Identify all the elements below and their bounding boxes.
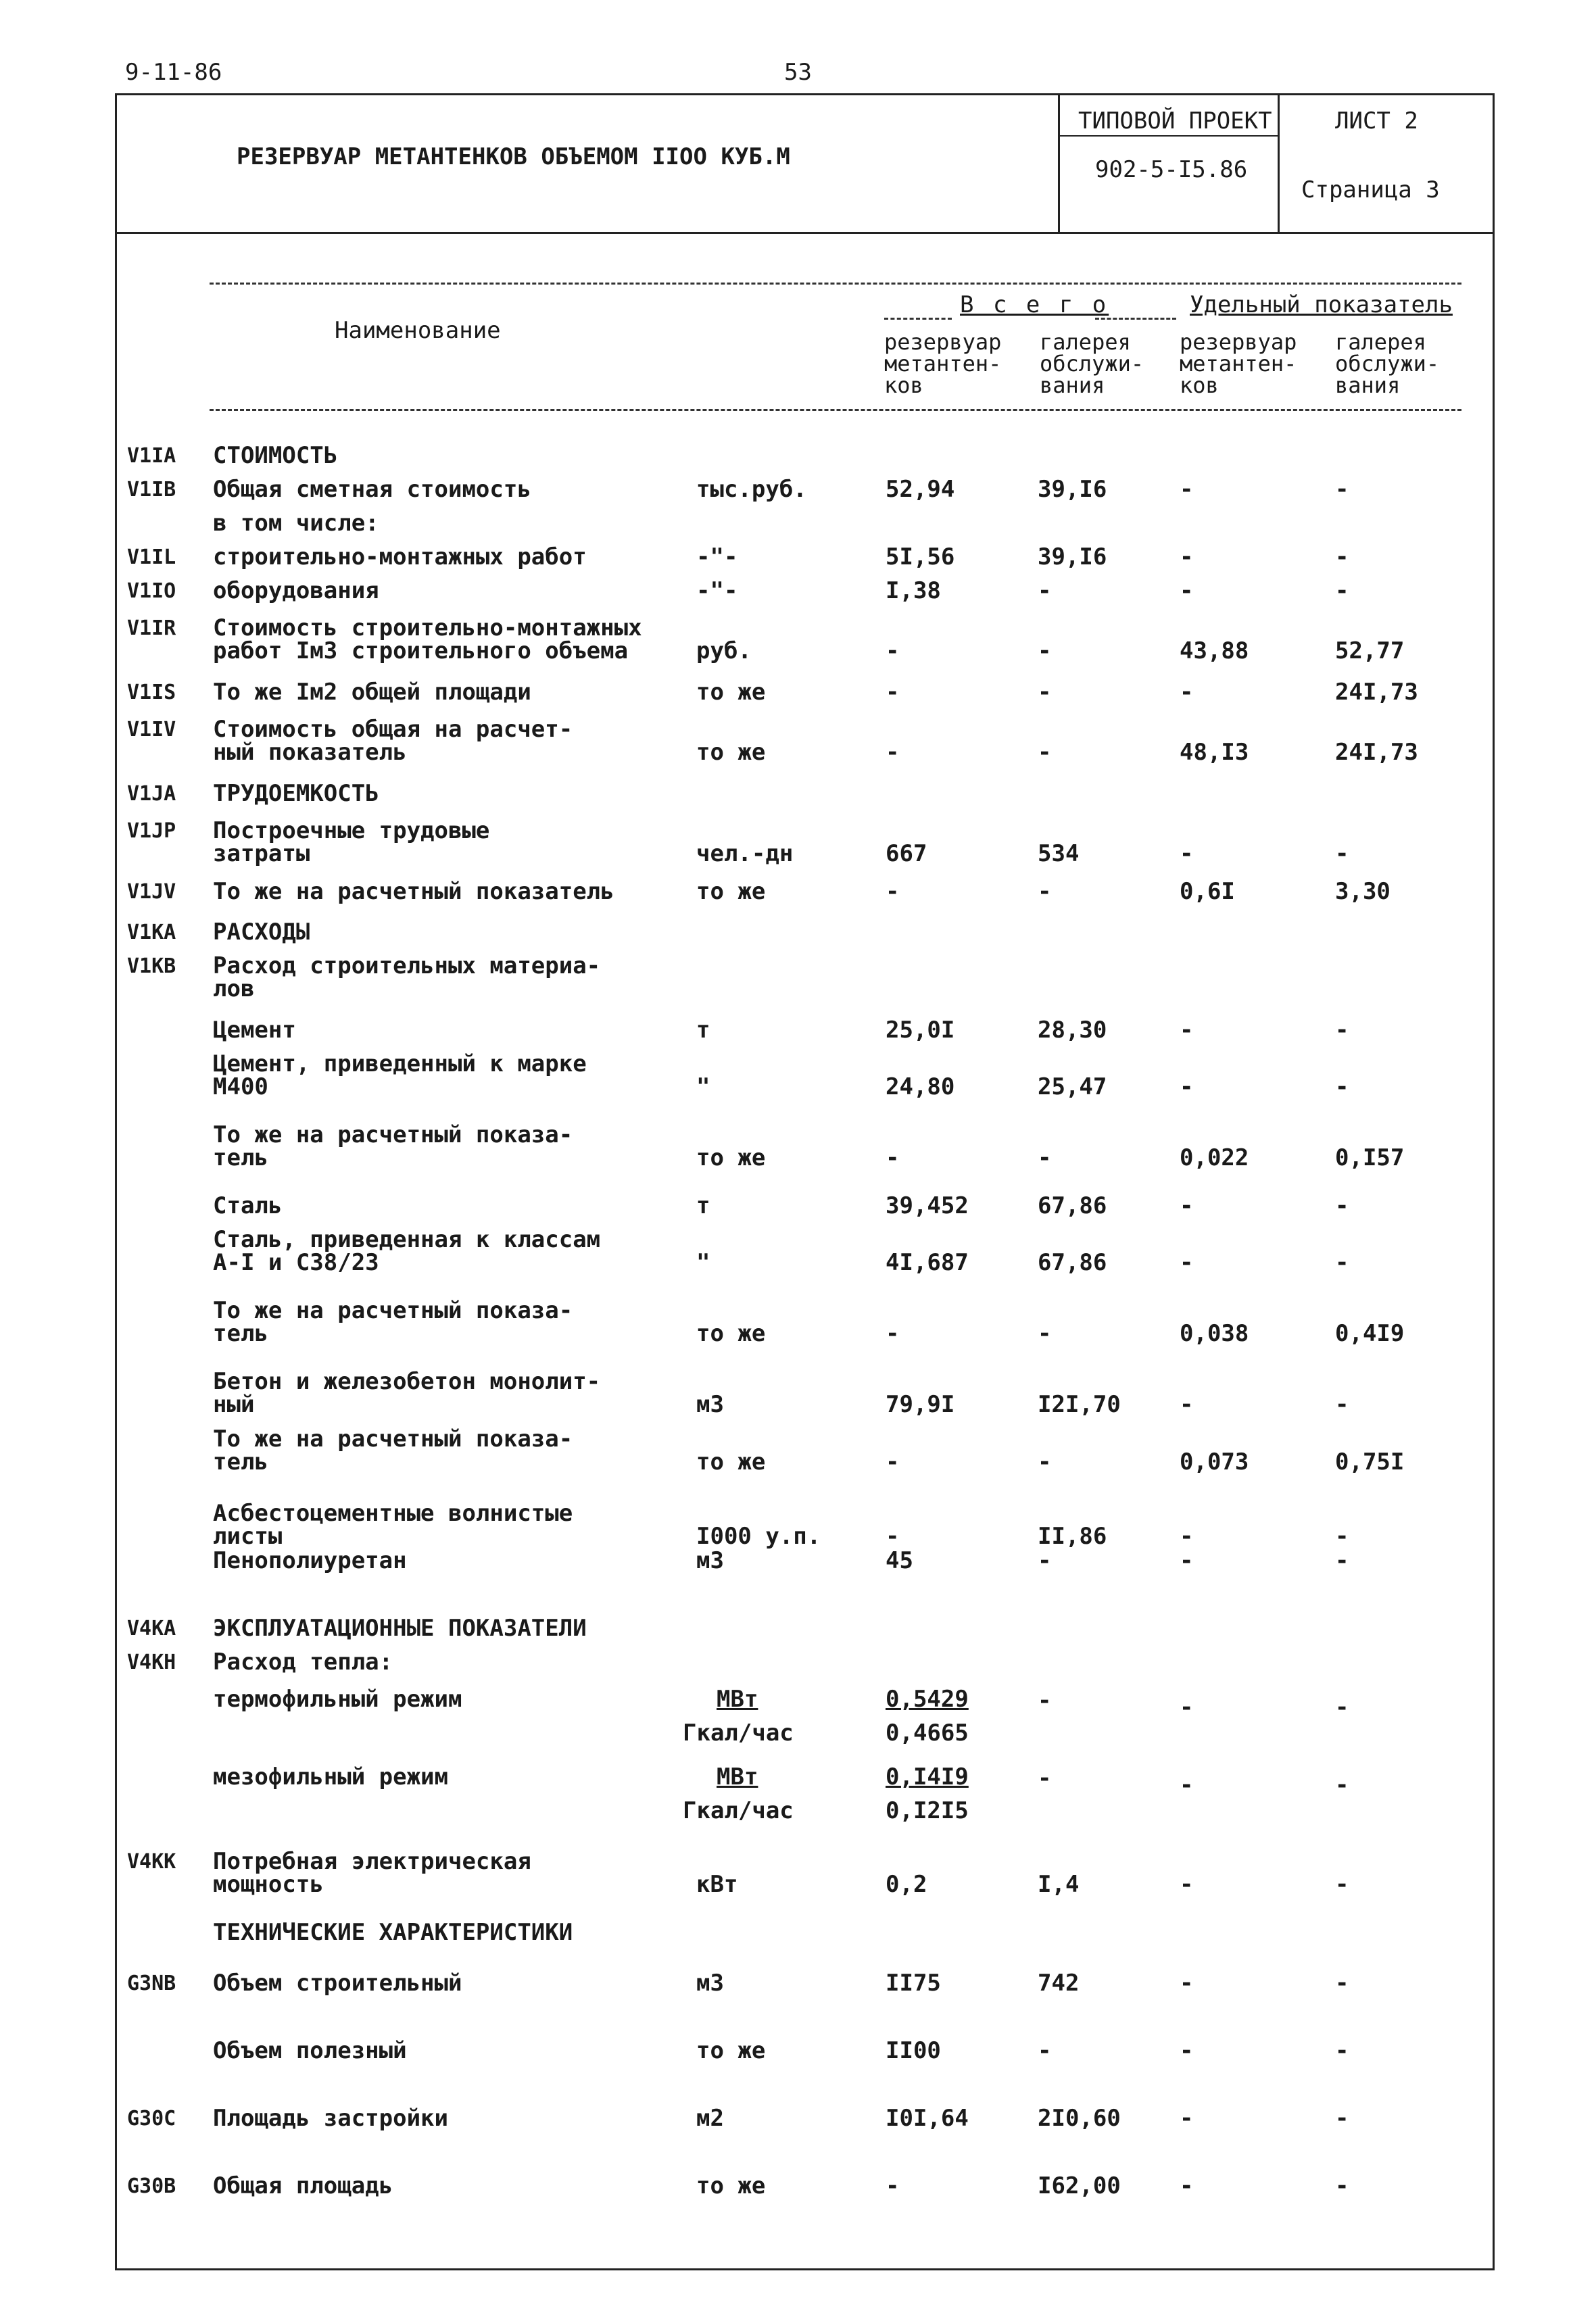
row-name: Площадь застройки	[213, 2105, 448, 2132]
row-value-a: 0,2	[886, 1871, 927, 1898]
row-value-b: -	[1038, 739, 1052, 766]
row-value-a: I0I,64	[886, 2105, 969, 2132]
row-name: тель	[213, 1144, 268, 1171]
row-code: V1IR	[127, 616, 176, 640]
row-unit: т	[696, 1017, 710, 1044]
row-code: V1IS	[127, 681, 176, 704]
row-value-d: -	[1335, 577, 1349, 604]
row-code: V4KA	[127, 1617, 176, 1640]
row-unit: т	[696, 1192, 710, 1219]
row-value-a-secondary: 0,4665	[886, 1720, 969, 1747]
row-name: мощность	[213, 1871, 324, 1898]
column-header-name: Наименование	[335, 317, 501, 344]
row-value-d: 0,75I	[1335, 1448, 1405, 1476]
project-code: 902-5-I5.86	[1095, 156, 1248, 183]
row-name: То же на расчетный показатель	[213, 878, 614, 905]
row-name: ТРУДОЕМКОСТЬ	[213, 780, 379, 807]
row-value-b: 534	[1038, 840, 1080, 867]
row-value-c: -	[1180, 2172, 1194, 2199]
row-value-b: -	[1038, 679, 1052, 706]
row-value-c: -	[1180, 2105, 1194, 2132]
row-value-b: 28,30	[1038, 1017, 1107, 1044]
row-value-a: I,38	[886, 577, 941, 604]
row-value-b: -	[1038, 1765, 1052, 1792]
row-unit: то же	[696, 1320, 766, 1347]
row-value-d: -	[1335, 1547, 1349, 1574]
row-unit: то же	[696, 739, 766, 766]
row-unit: то же	[696, 878, 766, 905]
row-value-d: -	[1335, 1073, 1349, 1100]
header-col-d: галерея обслужи- вания	[1335, 329, 1440, 398]
row-unit: I000 у.п.	[696, 1523, 821, 1550]
row-unit: МВт	[717, 1686, 758, 1713]
row-unit-secondary: Гкал/час	[683, 1797, 794, 1824]
row-value-a: -	[886, 1448, 900, 1476]
row-name: термофильный режим	[213, 1686, 462, 1713]
row-value-a: -	[886, 739, 900, 766]
row-value-c: -	[1180, 1970, 1194, 1997]
row-name: мезофильный режим	[213, 1763, 448, 1790]
row-value-c: 43,88	[1180, 637, 1249, 664]
row-value-a: -	[886, 1320, 900, 1347]
row-value-b: -	[1038, 577, 1052, 604]
row-unit: м3	[696, 1391, 724, 1418]
row-unit-secondary: Гкал/час	[683, 1720, 794, 1747]
column-header-total: В с е г о	[960, 291, 1109, 318]
row-name: в том числе:	[213, 510, 379, 537]
row-value-c: -	[1180, 1523, 1194, 1550]
row-name: Объем строительный	[213, 1970, 462, 1997]
row-value-d: 3,30	[1335, 878, 1391, 905]
row-value-a: -	[886, 878, 900, 905]
row-name: ЭКСПЛУАТАЦИОННЫЕ ПОКАЗАТЕЛИ	[213, 1615, 587, 1642]
row-value-d: -	[1335, 1391, 1349, 1418]
row-name: Построечные трудовые	[213, 817, 490, 844]
row-value-d: 24I,73	[1335, 679, 1418, 706]
row-name: Пенополиуретан	[213, 1547, 407, 1574]
column-header-specific: Удельный показатель	[1190, 291, 1453, 318]
row-unit: "	[696, 1249, 710, 1276]
row-name: тель	[213, 1448, 268, 1476]
row-code: V4KH	[127, 1651, 176, 1674]
row-name: То же на расчетный показа-	[213, 1297, 573, 1324]
row-value-a: II00	[886, 2037, 941, 2064]
row-value-b: I,4	[1038, 1871, 1080, 1898]
row-value-a: 0,5429	[886, 1686, 969, 1713]
row-value-a: 5I,56	[886, 543, 955, 570]
row-value-d: 0,4I9	[1335, 1320, 1405, 1347]
row-name: М400	[213, 1073, 268, 1100]
row-value-c: 0,6I	[1180, 878, 1235, 905]
row-name: А-I и С38/23	[213, 1249, 379, 1276]
row-value-b: II,86	[1038, 1523, 1107, 1550]
row-value-b: -	[1038, 1547, 1052, 1574]
row-code: V1IO	[127, 579, 176, 603]
row-value-c: 0,022	[1180, 1144, 1249, 1171]
header-top-rule	[210, 283, 1461, 285]
row-name: лов	[213, 975, 255, 1002]
row-name: Стоимость общая на расчет-	[213, 716, 573, 743]
row-code: V4KK	[127, 1850, 176, 1874]
row-value-d: -	[1335, 1523, 1349, 1550]
row-value-b: 25,47	[1038, 1073, 1107, 1100]
row-value-a: -	[886, 1523, 900, 1550]
row-name: То же на расчетный показа-	[213, 1425, 573, 1453]
row-name: Цемент, приведенный к марке	[213, 1050, 587, 1077]
row-value-c: -	[1180, 1391, 1194, 1418]
row-value-d: -	[1335, 840, 1349, 867]
row-value-b: I62,00	[1038, 2172, 1121, 2199]
document-title: РЕЗЕРВУАР МЕТАНТЕНКОВ ОБЪЕМОМ IIОО КУБ.М	[237, 143, 790, 170]
row-value-c: -	[1180, 1073, 1194, 1100]
row-value-b: 67,86	[1038, 1249, 1107, 1276]
row-unit: м3	[696, 1970, 724, 1997]
header-col-b: галерея обслужи- вания	[1040, 329, 1144, 398]
document-date: 9-11-86	[125, 59, 222, 86]
row-value-c: -	[1180, 543, 1194, 570]
row-name: Стоимость строительно-монтажных	[213, 614, 642, 641]
page-label: Страница 3	[1301, 176, 1440, 203]
row-name: Бетон и железобетон монолит-	[213, 1368, 601, 1395]
row-name: Расход строительных материа-	[213, 952, 601, 979]
row-value-b: -	[1038, 878, 1052, 905]
row-unit: чел.-дн	[696, 840, 794, 867]
row-code: G3NB	[127, 1972, 176, 1995]
row-value-b: -	[1038, 2037, 1052, 2064]
row-value-a: 79,9I	[886, 1391, 955, 1418]
row-code: V1JV	[127, 880, 176, 904]
row-value-b: -	[1038, 637, 1052, 664]
row-value-c: -	[1180, 1772, 1194, 1799]
row-value-d: -	[1335, 543, 1349, 570]
row-value-d: -	[1335, 2105, 1349, 2132]
row-name: листы	[213, 1523, 283, 1550]
row-value-a: 24,80	[886, 1073, 955, 1100]
row-name: строительно-монтажных работ	[213, 543, 587, 570]
row-name: Сталь	[213, 1192, 283, 1219]
row-unit: м3	[696, 1547, 724, 1574]
row-value-d: -	[1335, 1772, 1349, 1799]
header-bottom-rule	[210, 409, 1461, 411]
row-unit: руб.	[696, 637, 752, 664]
row-name: Общая площадь	[213, 2172, 393, 2199]
row-value-b: 67,86	[1038, 1192, 1107, 1219]
row-value-b: 39,I6	[1038, 476, 1107, 503]
row-unit: м2	[696, 2105, 724, 2132]
row-code: V1KA	[127, 921, 176, 944]
row-value-a: 25,0I	[886, 1017, 955, 1044]
row-unit: то же	[696, 2172, 766, 2199]
row-value-a-secondary: 0,I2I5	[886, 1797, 969, 1824]
row-value-a: -	[886, 2172, 900, 2199]
row-value-c: -	[1180, 1547, 1194, 1574]
row-value-d: -	[1335, 1694, 1349, 1721]
row-unit: то же	[696, 679, 766, 706]
row-unit: -"-	[696, 543, 738, 570]
row-value-b: -	[1038, 1144, 1052, 1171]
row-name: ный	[213, 1391, 255, 1418]
row-code: V1JP	[127, 819, 176, 843]
row-code: V1IA	[127, 444, 176, 468]
row-unit: кВт	[696, 1871, 738, 1898]
row-value-b: 39,I6	[1038, 543, 1107, 570]
row-value-c: -	[1180, 679, 1194, 706]
row-unit: -"-	[696, 577, 738, 604]
row-name: затраты	[213, 840, 310, 867]
project-label: ТИПОВОЙ ПРОЕКТ	[1078, 107, 1272, 135]
total-left-dash	[884, 318, 952, 320]
row-value-d: 0,I57	[1335, 1144, 1405, 1171]
title-block-divider-2	[1278, 93, 1280, 232]
row-unit: то же	[696, 1448, 766, 1476]
row-value-a: -	[886, 1144, 900, 1171]
row-name: Потребная электрическая	[213, 1848, 531, 1875]
row-unit: МВт	[717, 1763, 758, 1790]
row-name: тель	[213, 1320, 268, 1347]
sheet-label: ЛИСТ 2	[1335, 107, 1418, 135]
row-name: Сталь, приведенная к классам	[213, 1226, 601, 1253]
row-value-d: -	[1335, 2172, 1349, 2199]
row-unit: "	[696, 1073, 710, 1100]
row-name: Асбестоцементные волнистые	[213, 1500, 573, 1527]
row-value-a: 4I,687	[886, 1249, 969, 1276]
row-value-c: 48,I3	[1180, 739, 1249, 766]
row-code: G30C	[127, 2107, 176, 2130]
row-value-b: -	[1038, 1448, 1052, 1476]
row-value-c: -	[1180, 2037, 1194, 2064]
row-unit: то же	[696, 1144, 766, 1171]
row-name: Объем полезный	[213, 2037, 407, 2064]
row-value-b: 2I0,60	[1038, 2105, 1121, 2132]
row-value-d: 52,77	[1335, 637, 1405, 664]
row-value-b: I2I,70	[1038, 1391, 1121, 1418]
row-value-a: 52,94	[886, 476, 955, 503]
row-name: ТЕХНИЧЕСКИЕ ХАРАКТЕРИСТИКИ	[213, 1919, 573, 1946]
row-name: То же на расчетный показа-	[213, 1121, 573, 1148]
row-unit: то же	[696, 2037, 766, 2064]
row-value-b: -	[1038, 1320, 1052, 1347]
project-label-rule	[1058, 135, 1278, 137]
row-value-a: 667	[886, 840, 927, 867]
row-value-c: 0,038	[1180, 1320, 1249, 1347]
row-code: V1JA	[127, 782, 176, 806]
row-value-a: 0,I4I9	[886, 1763, 969, 1790]
row-value-b: -	[1038, 1687, 1052, 1714]
row-name: ный показатель	[213, 739, 407, 766]
row-value-d: 24I,73	[1335, 739, 1418, 766]
row-name: оборудования	[213, 577, 379, 604]
row-value-d: -	[1335, 476, 1349, 503]
row-value-d: -	[1335, 1871, 1349, 1898]
title-block-bottom-rule	[115, 232, 1493, 234]
row-value-c: -	[1180, 1871, 1194, 1898]
row-value-c: -	[1180, 1192, 1194, 1219]
row-value-c: 0,073	[1180, 1448, 1249, 1476]
header-col-a: резервуар метантен- ков	[884, 329, 1002, 398]
row-code: V1IB	[127, 478, 176, 502]
row-value-a: -	[886, 679, 900, 706]
page-number: 53	[784, 59, 812, 86]
row-value-d: -	[1335, 1017, 1349, 1044]
row-value-d: -	[1335, 1970, 1349, 1997]
row-name: Цемент	[213, 1017, 296, 1044]
row-value-b: 742	[1038, 1970, 1080, 1997]
row-value-c: -	[1180, 476, 1194, 503]
row-code: G30B	[127, 2174, 176, 2198]
title-block-divider-1	[1058, 93, 1060, 232]
row-value-c: -	[1180, 840, 1194, 867]
row-name: То же Iм2 общей площади	[213, 679, 531, 706]
row-name: работ Iм3 строительного объема	[213, 637, 629, 664]
row-unit: тыс.руб.	[696, 476, 807, 503]
row-code: V1KB	[127, 954, 176, 978]
row-name: Расход тепла:	[213, 1649, 393, 1676]
row-value-d: -	[1335, 1249, 1349, 1276]
total-right-dash	[1095, 318, 1176, 320]
row-name: Общая сметная стоимость	[213, 476, 531, 503]
row-value-a: II75	[886, 1970, 941, 1997]
row-value-d: -	[1335, 2037, 1349, 2064]
header-col-c: резервуар метантен- ков	[1180, 329, 1297, 398]
row-value-a: -	[886, 637, 900, 664]
row-code: V1IV	[127, 718, 176, 741]
row-value-c: -	[1180, 1694, 1194, 1721]
row-value-c: -	[1180, 1249, 1194, 1276]
row-value-c: -	[1180, 577, 1194, 604]
row-value-c: -	[1180, 1017, 1194, 1044]
row-value-a: 39,452	[886, 1192, 969, 1219]
row-code: V1IL	[127, 545, 176, 569]
row-value-d: -	[1335, 1192, 1349, 1219]
row-name: СТОИМОСТЬ	[213, 442, 338, 469]
row-name: РАСХОДЫ	[213, 919, 310, 946]
row-value-a: 45	[886, 1547, 913, 1574]
